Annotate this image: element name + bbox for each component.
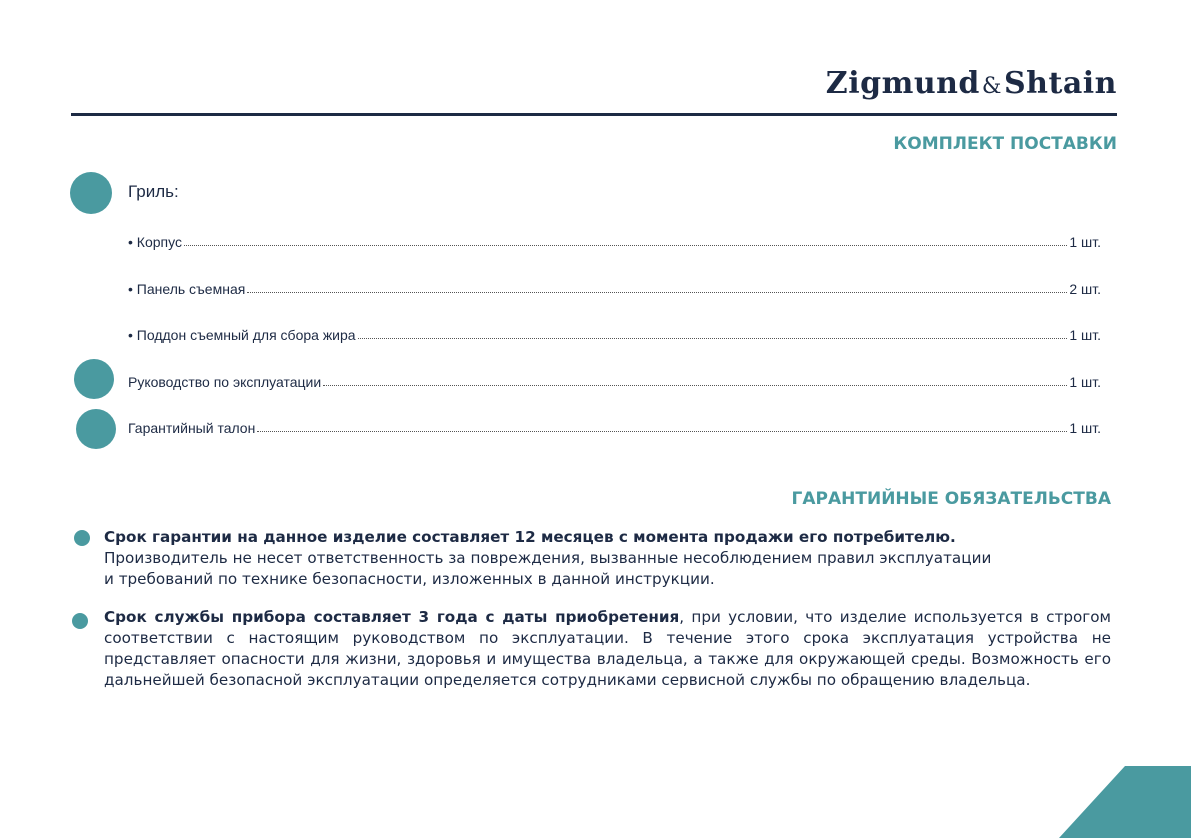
corner-decoration: [1059, 766, 1191, 838]
delivery-item: [128, 230, 1101, 250]
section-title-delivery: КОМПЛЕКТ ПОСТАВКИ: [893, 134, 1117, 154]
item-qty: 2 шт.: [1069, 281, 1101, 297]
delivery-item: [128, 416, 1101, 436]
item-qty: 1 шт.: [1069, 327, 1101, 343]
bullet-circle-warranty-card: [76, 409, 116, 449]
header-rule: [71, 113, 1117, 116]
item-label: • Поддон съемный для сбора жира: [128, 327, 356, 343]
leader-dots: [323, 385, 1067, 386]
bullet-circle-manual: [74, 359, 114, 399]
logo-part-2: Shtain: [1004, 66, 1117, 101]
leader-dots: [247, 292, 1067, 293]
item-qty: 1 шт.: [1069, 374, 1101, 390]
warranty-line-3: и требований по технике безопасности, изложенных в данной инструкции.: [104, 570, 715, 588]
bullet-dot: [72, 613, 88, 629]
item-label: • Панель съемная: [128, 281, 246, 297]
leader-dots: [358, 338, 1068, 339]
leader-dots: [184, 245, 1067, 246]
leader-dots: [257, 431, 1067, 432]
brand-logo: [826, 66, 1117, 101]
service-life-text: , при условии, что изделие используется в строгом соответствии с настоящим руководством по эксплуатации. В течение этого срока эксплуатация устройства не представляет опасности для жизни, здоровья и имущества владельца, а также для окружающей среды. Возможность его дальнейшей безопасной эксплуатации определяется сотрудниками сервисной службы по обращению владельца.: [104, 608, 1111, 689]
item-label: • Корпус: [128, 234, 182, 250]
grill-label: Гриль:: [128, 182, 179, 201]
item-label: Гарантийный талон: [128, 420, 256, 436]
delivery-item: [128, 370, 1101, 390]
delivery-item: [128, 277, 1101, 297]
warranty-paragraph-2: [104, 607, 1111, 691]
delivery-item: [128, 323, 1101, 343]
item-label: Руководство по эксплуатации: [128, 374, 322, 390]
warranty-term-bold: Срок гарантии на данное изделие составляет 12 месяцев с момента продажи его потребителю.: [104, 528, 956, 546]
bullet-dot: [74, 530, 90, 546]
section-title-warranty: ГАРАНТИЙНЫЕ ОБЯЗАТЕЛЬСТВА: [791, 489, 1111, 509]
warranty-paragraph-1: [104, 527, 1111, 590]
logo-part-1: Zigmund: [825, 66, 980, 101]
item-qty: 1 шт.: [1069, 234, 1101, 250]
logo-ampersand: &: [981, 74, 1003, 99]
item-qty: 1 шт.: [1069, 420, 1101, 436]
service-life-bold: Срок службы прибора составляет 3 года с даты приобретения: [104, 608, 680, 626]
bullet-circle-grill: [70, 172, 112, 214]
warranty-line-2: Производитель не несет ответственность за повреждения, вызванные несоблюдением правил эксплуатации: [104, 549, 992, 567]
